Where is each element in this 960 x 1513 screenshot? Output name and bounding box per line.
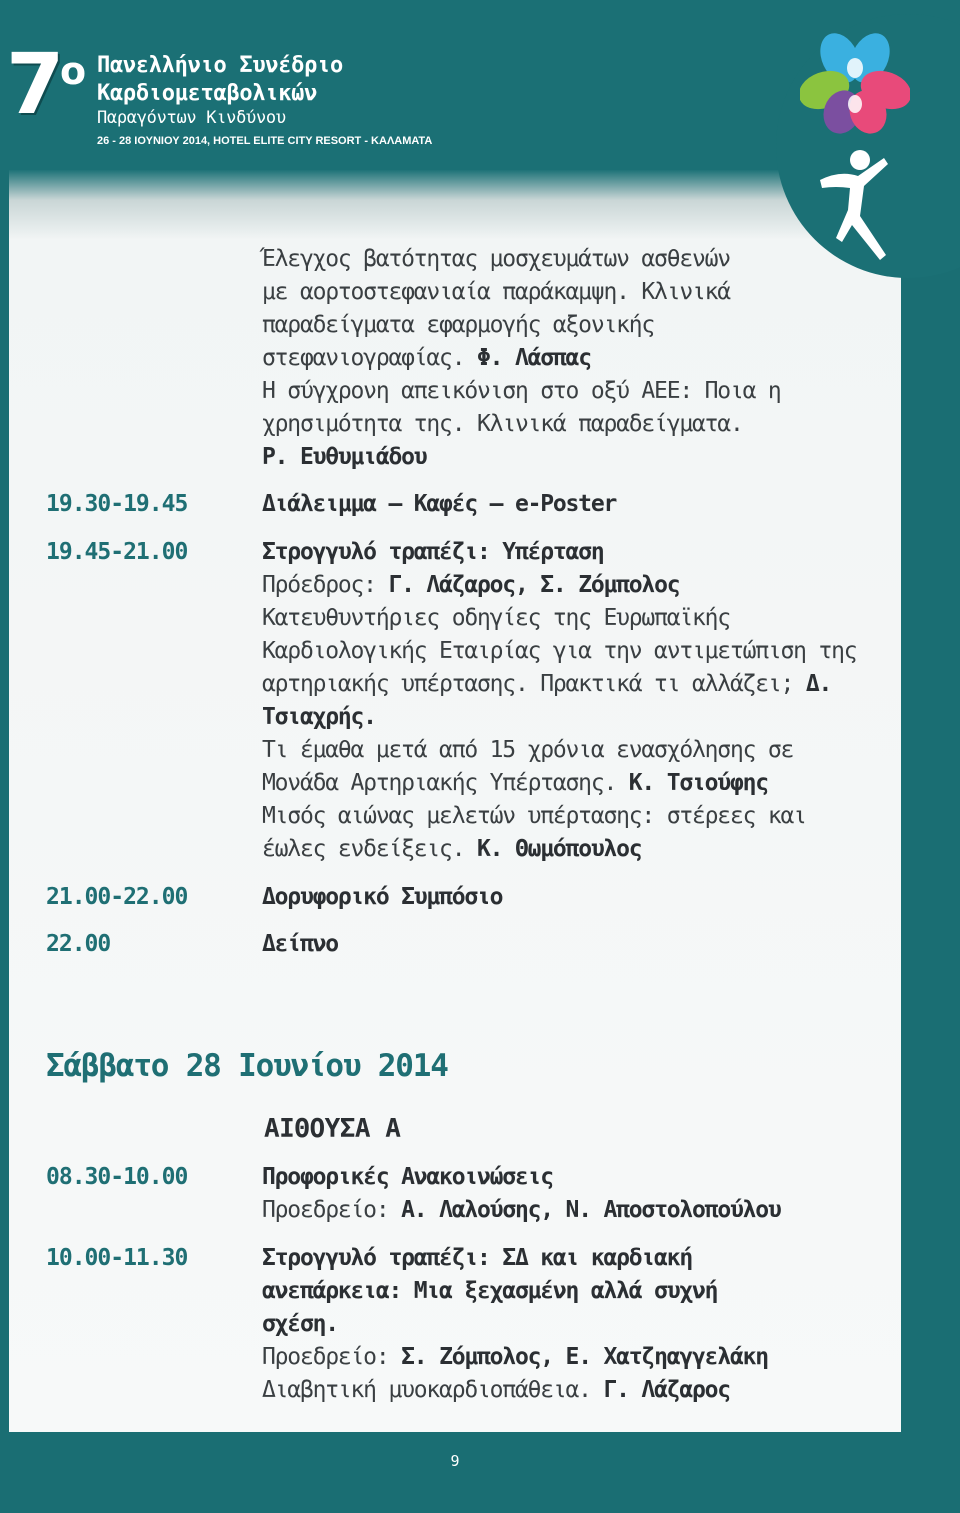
chair-names: Γ. Λάζαρος, Σ. Ζόμπολος [388,572,680,598]
talk-line: Τι έμαθα μετά από 15 χρόνια ενασχόλησης σε [262,737,794,763]
slot-title: σχέση. [262,1311,338,1337]
chair-label: Προεδρείο: [262,1197,389,1223]
conference-title-line1: Πανελλήνιο Συνέδριο [97,53,343,78]
talk-text: στεφανιογραφίας. [262,345,465,371]
conference-dates-venue: 26 - 28 ΙΟΥΝΙΟΥ 2014, HOTEL ELITE CITY RESORT - ΚΑΛΑΜΑΤΑ [97,135,433,147]
room-heading: ΑΙΘΟΥΣΑ Α [264,1114,401,1144]
talk-line: Έλεγχος βατότητας μοσχευμάτων ασθενών [262,246,730,272]
slot-time: 10.00-11.30 [46,1245,188,1271]
speaker-name: Τσιαχρής. [262,704,376,730]
talk-text: Μονάδα Αρτηριακής Υπέρτασης. [262,770,617,796]
talk-line [262,668,831,701]
speaker-name: Φ. Λάσπας [477,345,591,371]
speaker-name: Ρ. Ευθυμιάδου [262,444,427,470]
chair-line [262,1194,781,1227]
speaker-name: Κ. Θωμόπουλος [477,836,642,862]
slot-time: 21.00-22.00 [46,884,188,910]
talk-line [262,767,768,800]
chair-label: Προεδρείο: [262,1344,389,1370]
speaker-name: Κ. Τσιούφης [628,770,768,796]
conference-title-line3: Παραγόντων Κινδύνου [97,108,286,128]
talk-text: έωλες ενδείξεις. [262,836,465,862]
talk-line [262,833,641,866]
talk-line: χρησιμότητα της. Κλινικά παραδείγματα. [262,411,743,437]
day-heading: Σάββατο 28 Ιουνίου 2014 [46,1048,448,1084]
talk-line: με αορτοστεφανιαία παράκαμψη. Κλινικά [262,279,730,305]
slot-time: 19.30-19.45 [46,491,188,517]
clover-heart-figure-icon [800,30,910,265]
slot-title: Δορυφορικό Συμπόσιο [262,884,503,910]
conference-title-line2: Καρδιομεταβολικών [97,81,318,106]
slot-title: Στρογγυλό τραπέζι: ΣΔ και καρδιακή [262,1245,693,1271]
talk-text: Διαβητική μυοκαρδιοπάθεια. [262,1377,591,1403]
talk-line [262,342,591,375]
slot-time: 08.30-10.00 [46,1164,188,1190]
slot-time: 22.00 [46,931,111,957]
edition-number: 7 [6,35,61,133]
chair-names: Σ. Ζόμπολος, Ε. Χατζηαγγελάκη [401,1344,768,1370]
chair-line [262,1341,768,1374]
footer-band [0,1432,960,1513]
speaker-name: Γ. Λάζαρος [603,1377,730,1403]
talk-line: Η σύγχρονη απεικόνιση στο οξύ ΑΕΕ: Ποια η [262,378,781,404]
talk-line: Μισός αιώνας μελετών υπέρτασης: στέρεες και [262,803,806,829]
talk-line [262,1374,730,1407]
slot-title: Διάλειμμα – Καφές – e-Poster [262,491,617,517]
chair-label: Πρόεδρος: [262,572,376,598]
slot-title: Προφορικές Ανακοινώσεις [262,1164,553,1190]
chair-names: Α. Λαλούσης, Ν. Αποστολοπούλου [401,1197,781,1223]
slot-title: Στρογγυλό τραπέζι: Υπέρταση [262,539,604,565]
slot-title: Δείπνο [262,931,338,957]
slot-title: ανεπάρκεια: Μια ξεχασμένη αλλά συχνή [262,1278,718,1304]
page-number: 9 [450,1452,460,1470]
talk-line: Κατευθυντήριες οδηγίες της Ευρωπαϊκής [262,605,730,631]
talk-line: παραδείγματα εφαρμογής αξονικής [262,312,655,338]
speaker-name: Δ. [805,671,832,697]
talk-text: αρτηριακής υπέρτασης. Πρακτικά τι αλλάζει; [262,671,794,697]
talk-line: Καρδιολογικής Εταιρίας για την αντιμετώπιση της [262,638,857,664]
chair-line [262,569,679,602]
edition-superscript: ο [60,49,87,93]
slot-time: 19.45-21.00 [46,539,188,565]
